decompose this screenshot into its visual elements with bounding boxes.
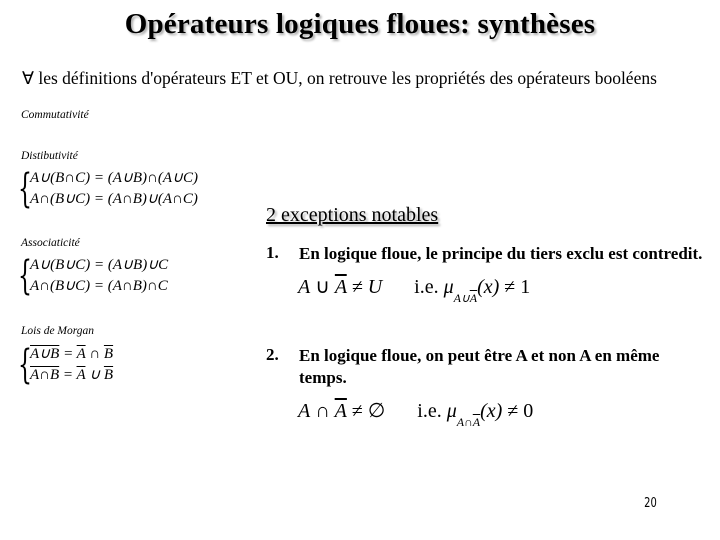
distributivity-equations (18, 168, 198, 210)
property-label-associativity: Associaticité (21, 237, 80, 249)
page-number: 20 (644, 496, 657, 511)
exception-formula: A ∪ $\overline{A} \ne U$ i.e. $\mu_{A\cup\overline{A}}(x) \ne 1$ (298, 276, 531, 305)
equation: A∪(B∩C) = (A∪B)∩(A∪C) (30, 170, 199, 186)
exception-number: 2. (266, 345, 279, 364)
exception-text-line1: En logique floue, on peut être A et non A en même (299, 346, 660, 365)
exception-number: 1. (266, 243, 279, 262)
equation: A∪(B∪C) = (A∪B)∪C (30, 257, 169, 273)
property-label-de-morgan: Lois de Morgan (21, 325, 95, 337)
exception-formula: A ∩ $\overline{A}$ ≠ ∅ i.e. $\mu_{A\cap\overline{A}}(x) \ne 0$ (298, 400, 534, 429)
equation: A∪B = $\overline{A}$ ∩ $\overline{B}$ (30, 346, 114, 362)
property-label-distributivity: Distibutivité (21, 150, 78, 162)
equation: A∩B = $\overline{A}$ ∪ $\overline{B}$ (30, 367, 114, 383)
associativity-equations (18, 255, 168, 297)
equation: A∩(B∪C) = (A∩B)∩C (30, 278, 168, 294)
exception-text: En logique floue, le principe du tiers exclu est contredit. (299, 244, 703, 263)
equation: A∩(B∪C) = (A∩B)∪(A∩C) (30, 191, 198, 207)
exception-text-line2: temps. (299, 368, 347, 387)
left-brace-icon: { (18, 253, 32, 299)
left-brace-icon: { (18, 342, 32, 388)
exceptions-title: 2 exceptions notables (266, 204, 439, 226)
left-brace-icon: { (18, 166, 32, 212)
property-label-commutativity: Commutativité (21, 109, 89, 121)
slide-subtitle: ∀ les définitions d'opérateurs ET et OU, on retrouve les propriétés des opérateurs booléens (22, 68, 657, 88)
de-morgan-equations (18, 344, 113, 386)
slide-title: Opérateurs logiques floues: synthèses (124, 8, 596, 40)
